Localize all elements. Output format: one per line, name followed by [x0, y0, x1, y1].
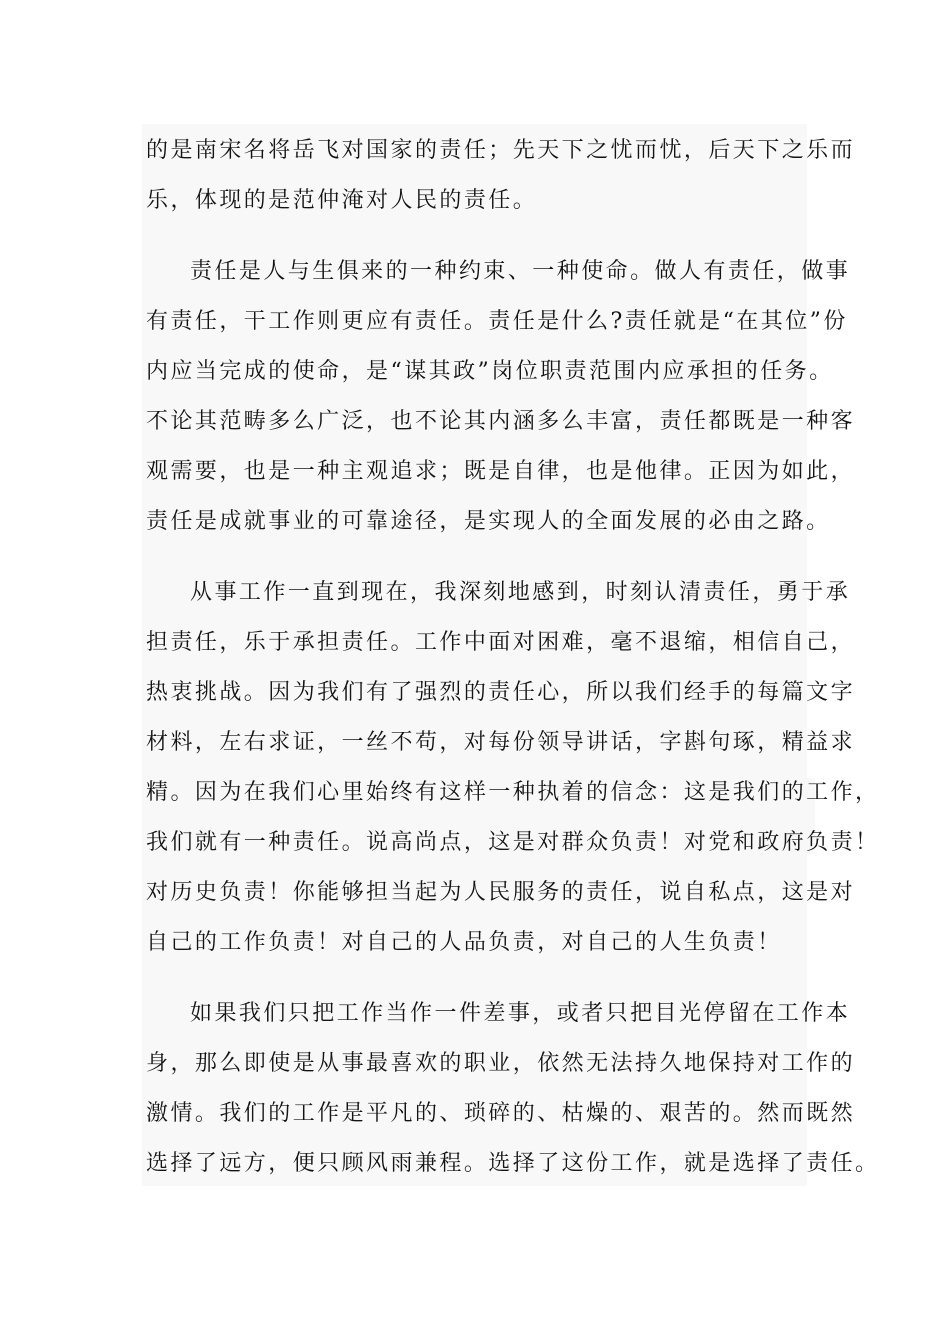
text-line: 责任是人与生俱来的一种约束、一种使命。做人有责任，做事: [190, 259, 851, 284]
text-line: 材料，左右求证，一丝不苟，对每份领导讲话，字斟句琢，精益求: [146, 730, 856, 755]
text-line: 身，那么即使是从事最喜欢的职业，依然无法持久地保持对工作的: [146, 1051, 856, 1076]
text-line: 内应当完成的使命，是“谋其政”岗位职责范围内应承担的任务。: [146, 359, 834, 384]
text-line: 我们就有一种责任。说高尚点，这是对群众负责！对党和政府负责！: [146, 830, 880, 855]
text-line: 观需要，也是一种主观追求；既是自律，也是他律。正因为如此，: [146, 459, 856, 484]
text-line: 从事工作一直到现在，我深刻地感到，时刻认清责任，勇于承: [190, 580, 851, 605]
text-line: 选择了远方，便只顾风雨兼程。选择了这份工作，就是选择了责任。: [146, 1151, 880, 1176]
text-line: 如果我们只把工作当作一件差事，或者只把目光停留在工作本: [190, 1001, 851, 1026]
text-line: 责任是成就事业的可靠途径，是实现人的全面发展的必由之路。: [146, 509, 831, 534]
text-line: 热衷挑战。因为我们有了强烈的责任心，所以我们经手的每篇文字: [146, 680, 856, 705]
text-line: 不论其范畴多么广泛，也不论其内涵多么丰富，责任都既是一种客: [146, 409, 856, 434]
text-line: 对历史负责！你能够担当起为人民服务的责任，说自私点，这是对: [146, 880, 856, 905]
text-line: 有责任，干工作则更应有责任。责任是什么?责任就是“在其位”份: [146, 309, 848, 334]
text-line: 的是南宋名将岳飞对国家的责任；先天下之忧而忧，后天下之乐而: [146, 138, 856, 163]
text-line: 精。因为在我们心里始终有这样一种执着的信念：这是我们的工作，: [146, 780, 880, 805]
text-line: 乐，体现的是范仲淹对人民的责任。: [146, 188, 538, 213]
text-line: 自己的工作负责！对自己的人品负责，对自己的人生负责！: [146, 930, 782, 955]
text-line: 担责任，乐于承担责任。工作中面对困难，毫不退缩，相信自己，: [146, 630, 856, 655]
text-line: 激情。我们的工作是平凡的、琐碎的、枯燥的、艰苦的。然而既然: [146, 1101, 856, 1126]
